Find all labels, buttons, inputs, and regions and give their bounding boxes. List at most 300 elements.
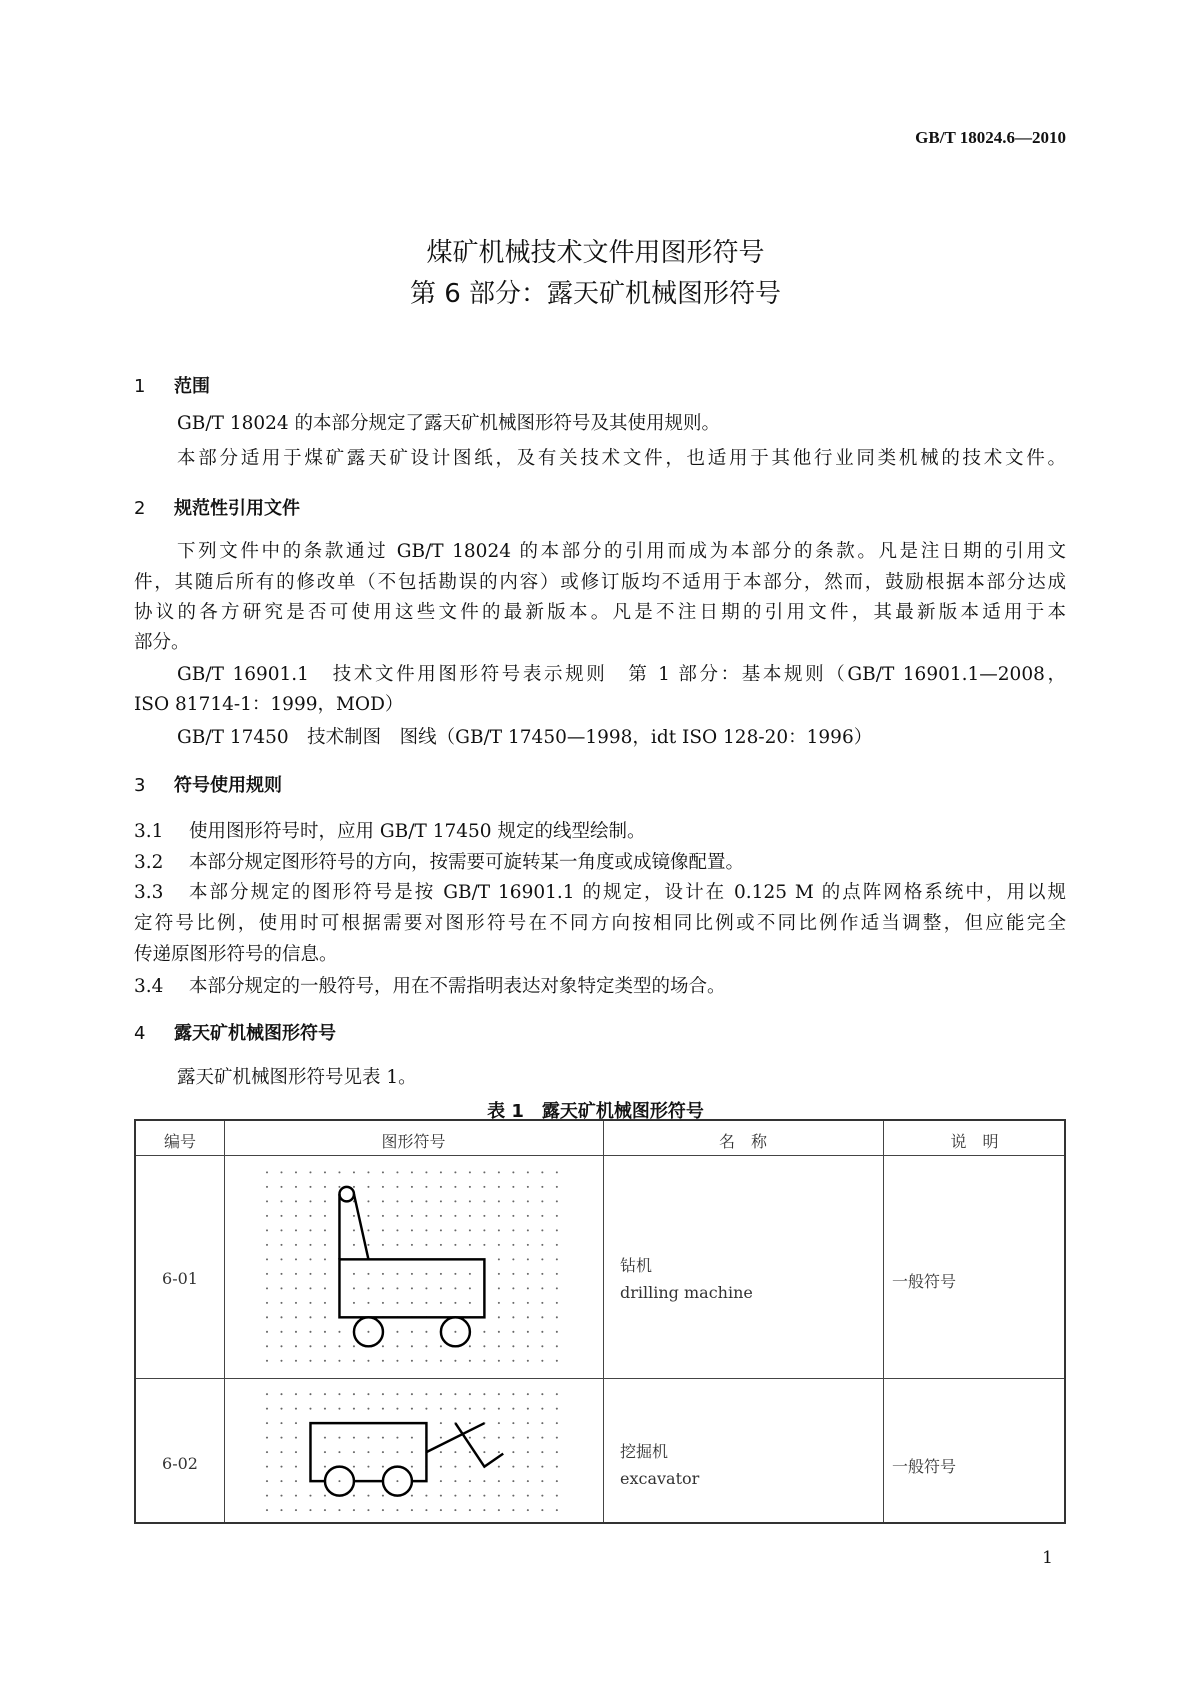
grid-dot xyxy=(280,1345,282,1347)
grid-dot xyxy=(367,1215,369,1217)
grid-dot xyxy=(280,1437,282,1439)
grid-dot xyxy=(440,1422,442,1424)
grid-dot xyxy=(266,1393,268,1395)
grid-dot xyxy=(469,1495,471,1497)
grid-dot xyxy=(411,1229,413,1231)
grid-dot xyxy=(295,1200,297,1202)
grid-dot xyxy=(454,1171,456,1173)
grid-dot xyxy=(498,1215,500,1217)
grid-dot xyxy=(483,1360,485,1362)
grid-dot xyxy=(469,1302,471,1304)
grid-dot xyxy=(396,1345,398,1347)
grid-dot xyxy=(266,1171,268,1173)
grid-dot xyxy=(541,1200,543,1202)
grid-dot xyxy=(396,1360,398,1362)
grid-dot xyxy=(280,1215,282,1217)
grid-dot xyxy=(324,1258,326,1260)
grid-dot xyxy=(498,1331,500,1333)
grid-dot xyxy=(338,1408,340,1410)
grid-dot xyxy=(266,1509,268,1511)
grid-dot xyxy=(382,1393,384,1395)
grid-dot xyxy=(266,1360,268,1362)
grid-dot xyxy=(469,1451,471,1453)
grid-dot xyxy=(353,1466,355,1468)
paragraph-line: 件，其随后所有的修改单（不包括勘误的内容）或修订版均不适用于本部分，然而，鼓励根据本部分达成 xyxy=(134,572,1066,593)
dot-grid xyxy=(266,1171,558,1361)
grid-dot xyxy=(411,1451,413,1453)
grid-dot xyxy=(483,1451,485,1453)
paragraph-line: 协议的各方研究是否可使用这些文件的最新版本。凡是不注日期的引用文件，其最新版本适用于本 xyxy=(134,602,1066,623)
grid-dot xyxy=(382,1360,384,1362)
grid-dot xyxy=(512,1360,514,1362)
grid-dot xyxy=(396,1393,398,1395)
grid-dot xyxy=(338,1437,340,1439)
grid-dot xyxy=(454,1287,456,1289)
grid-dot xyxy=(440,1287,442,1289)
grid-dot xyxy=(512,1171,514,1173)
grid-dot xyxy=(541,1422,543,1424)
grid-dot xyxy=(396,1215,398,1217)
header-name: 名 称 xyxy=(718,1132,767,1151)
grid-dot xyxy=(483,1509,485,1511)
paragraph-line: 本部分适用于煤矿露天矿设计图纸，及有关技术文件，也适用于其他行业同类机械的技术文件。 xyxy=(177,448,1066,469)
grid-dot xyxy=(382,1345,384,1347)
grid-dot xyxy=(512,1229,514,1231)
grid-dot xyxy=(266,1287,268,1289)
grid-dot xyxy=(498,1437,500,1439)
grid-dot xyxy=(541,1408,543,1410)
grid-dot xyxy=(295,1244,297,1246)
grid-dot xyxy=(498,1258,500,1260)
grid-dot xyxy=(512,1244,514,1246)
grid-dot xyxy=(483,1186,485,1188)
grid-dot xyxy=(280,1287,282,1289)
grid-dot xyxy=(483,1331,485,1333)
grid-dot xyxy=(309,1316,311,1318)
grid-dot xyxy=(353,1244,355,1246)
grid-dot xyxy=(498,1509,500,1511)
grid-dot xyxy=(309,1258,311,1260)
grid-dot xyxy=(338,1171,340,1173)
grid-dot xyxy=(556,1200,558,1202)
grid-dot xyxy=(338,1393,340,1395)
grid-dot xyxy=(541,1215,543,1217)
grid-dot xyxy=(382,1200,384,1202)
grid-dot xyxy=(498,1393,500,1395)
grid-dot xyxy=(440,1345,442,1347)
grid-dot xyxy=(396,1408,398,1410)
grid-dot xyxy=(396,1229,398,1231)
grid-dot xyxy=(295,1437,297,1439)
grid-dot xyxy=(498,1302,500,1304)
header-symbol: 图形符号 xyxy=(381,1132,446,1151)
grid-dot xyxy=(527,1393,529,1395)
grid-dot xyxy=(367,1186,369,1188)
grid-dot xyxy=(295,1495,297,1497)
grid-dot xyxy=(295,1258,297,1260)
grid-dot xyxy=(396,1244,398,1246)
grid-dot xyxy=(469,1345,471,1347)
grid-dot xyxy=(280,1509,282,1511)
grid-dot xyxy=(396,1186,398,1188)
row-note: 一般符号 xyxy=(892,1272,957,1291)
grid-dot xyxy=(454,1186,456,1188)
grid-dot xyxy=(440,1229,442,1231)
grid-dot xyxy=(324,1437,326,1439)
grid-dot xyxy=(440,1215,442,1217)
grid-dot xyxy=(367,1495,369,1497)
grid-dot xyxy=(396,1287,398,1289)
grid-dot xyxy=(440,1495,442,1497)
grid-dot xyxy=(512,1258,514,1260)
grid-dot xyxy=(411,1287,413,1289)
grid-dot xyxy=(425,1331,427,1333)
grid-dot xyxy=(556,1331,558,1333)
grid-dot xyxy=(556,1316,558,1318)
section-3-heading: 3 符号使用规则 xyxy=(134,775,282,796)
grid-dot xyxy=(266,1186,268,1188)
grid-dot xyxy=(338,1480,340,1482)
grid-dot xyxy=(295,1302,297,1304)
grid-dot xyxy=(425,1408,427,1410)
grid-dot xyxy=(556,1287,558,1289)
grid-dot xyxy=(396,1509,398,1511)
grid-dot xyxy=(367,1451,369,1453)
grid-dot xyxy=(309,1331,311,1333)
grid-dot xyxy=(527,1408,529,1410)
grid-dot xyxy=(266,1495,268,1497)
grid-dot xyxy=(353,1408,355,1410)
grid-dot xyxy=(324,1287,326,1289)
grid-dot xyxy=(382,1408,384,1410)
grid-dot xyxy=(353,1186,355,1188)
grid-dot xyxy=(280,1258,282,1260)
grid-dot xyxy=(556,1229,558,1231)
grid-dot xyxy=(512,1186,514,1188)
grid-dot xyxy=(295,1422,297,1424)
grid-dot xyxy=(440,1451,442,1453)
grid-dot xyxy=(411,1408,413,1410)
grid-dot xyxy=(454,1480,456,1482)
grid-dot xyxy=(324,1393,326,1395)
grid-dot xyxy=(266,1229,268,1231)
grid-dot xyxy=(425,1229,427,1231)
grid-dot xyxy=(309,1215,311,1217)
clause-3-1: 3.1 使用图形符号时，应用 GB/T 17450 规定的线型绘制。 xyxy=(134,821,646,842)
grid-dot xyxy=(498,1495,500,1497)
grid-dot xyxy=(527,1480,529,1482)
grid-dot xyxy=(541,1466,543,1468)
grid-dot xyxy=(541,1186,543,1188)
grid-dot xyxy=(527,1287,529,1289)
table-caption: 表 1 露天矿机械图形符号 xyxy=(487,1101,704,1122)
clause-3-4: 3.4 本部分规定的一般符号，用在不需指明表达对象特定类型的场合。 xyxy=(134,976,726,997)
grid-dot xyxy=(541,1509,543,1511)
grid-dot xyxy=(454,1200,456,1202)
grid-dot xyxy=(338,1451,340,1453)
paragraph-line: 下列文件中的条款通过 GB/T 18024 的本部分的引用而成为本部分的条款。凡是注日期的引用文 xyxy=(177,541,1066,562)
grid-dot xyxy=(556,1345,558,1347)
grid-dot xyxy=(411,1186,413,1188)
grid-dot xyxy=(498,1200,500,1202)
section-2-heading: 2 规范性引用文件 xyxy=(134,498,300,519)
grid-dot xyxy=(309,1244,311,1246)
grid-dot xyxy=(556,1273,558,1275)
grid-dot xyxy=(295,1273,297,1275)
grid-dot xyxy=(527,1215,529,1217)
grid-dot xyxy=(367,1287,369,1289)
grid-dot xyxy=(266,1316,268,1318)
reference-item: GB/T 17450 技术制图 图线（GB/T 17450—1998，idt ISO 128-20：1996） xyxy=(177,727,873,748)
paragraph-line: GB/T 18024 的本部分规定了露天矿机械图形符号及其使用规则。 xyxy=(177,413,721,434)
clause-3-2: 3.2 本部分规定图形符号的方向，按需要可旋转某一角度或成镜像配置。 xyxy=(134,852,745,873)
grid-dot xyxy=(498,1422,500,1424)
grid-dot xyxy=(353,1509,355,1511)
grid-dot xyxy=(382,1229,384,1231)
grid-dot xyxy=(295,1480,297,1482)
standard-number: GB/T 18024.6—2010 xyxy=(915,128,1066,147)
grid-dot xyxy=(512,1495,514,1497)
grid-dot xyxy=(309,1229,311,1231)
grid-dot xyxy=(324,1316,326,1318)
row-name-cn: 钻机 xyxy=(620,1256,653,1275)
grid-dot xyxy=(266,1302,268,1304)
mast-right xyxy=(354,1194,368,1259)
grid-dot xyxy=(266,1345,268,1347)
grid-dot xyxy=(440,1408,442,1410)
grid-dot xyxy=(556,1244,558,1246)
grid-dot xyxy=(411,1273,413,1275)
grid-dot xyxy=(541,1495,543,1497)
clause-3-3-line: 定符号比例，使用时可根据需要对图形符号在不同方向按相同比例或不同比例作适当调整，但应能完全 xyxy=(134,913,1066,934)
grid-dot xyxy=(498,1408,500,1410)
grid-dot xyxy=(425,1509,427,1511)
grid-dot xyxy=(280,1495,282,1497)
grid-dot xyxy=(280,1171,282,1173)
bucket-arm xyxy=(455,1423,503,1466)
grid-dot xyxy=(295,1509,297,1511)
row-name-en: drilling machine xyxy=(620,1283,753,1302)
grid-dot xyxy=(512,1466,514,1468)
grid-dot xyxy=(541,1451,543,1453)
row-code: 6-01 xyxy=(162,1269,198,1288)
grid-dot xyxy=(541,1273,543,1275)
clause-3-3-line: 传递原图形符号的信息。 xyxy=(134,944,338,965)
grid-dot xyxy=(512,1345,514,1347)
grid-dot xyxy=(454,1393,456,1395)
grid-dot xyxy=(353,1437,355,1439)
grid-dot xyxy=(425,1345,427,1347)
grid-dot xyxy=(411,1393,413,1395)
grid-dot xyxy=(396,1302,398,1304)
grid-dot xyxy=(280,1451,282,1453)
row-name-cn: 挖掘机 xyxy=(620,1442,669,1461)
grid-dot xyxy=(367,1331,369,1333)
grid-dot xyxy=(324,1200,326,1202)
grid-dot xyxy=(295,1345,297,1347)
grid-dot xyxy=(295,1171,297,1173)
grid-dot xyxy=(280,1200,282,1202)
grid-dot xyxy=(396,1437,398,1439)
grid-dot xyxy=(483,1215,485,1217)
grid-dot xyxy=(338,1360,340,1362)
grid-dot xyxy=(527,1244,529,1246)
grid-dot xyxy=(527,1302,529,1304)
grid-dot xyxy=(324,1273,326,1275)
grid-dot xyxy=(382,1495,384,1497)
grid-dot xyxy=(367,1229,369,1231)
grid-dot xyxy=(527,1437,529,1439)
grid-dot xyxy=(541,1316,543,1318)
grid-dot xyxy=(411,1200,413,1202)
grid-dot xyxy=(295,1186,297,1188)
grid-dot xyxy=(280,1229,282,1231)
grid-dot xyxy=(527,1200,529,1202)
grid-dot xyxy=(266,1331,268,1333)
grid-dot xyxy=(353,1302,355,1304)
grid-dot xyxy=(309,1509,311,1511)
grid-dot xyxy=(469,1186,471,1188)
grid-dot xyxy=(280,1360,282,1362)
row-code: 6-02 xyxy=(162,1454,198,1473)
grid-dot xyxy=(353,1345,355,1347)
grid-dot xyxy=(469,1171,471,1173)
grid-dot xyxy=(266,1244,268,1246)
grid-dot xyxy=(556,1422,558,1424)
grid-dot xyxy=(367,1273,369,1275)
grid-dot xyxy=(309,1186,311,1188)
grid-dot xyxy=(353,1171,355,1173)
mast-pulley xyxy=(339,1187,353,1201)
grid-dot xyxy=(425,1360,427,1362)
grid-dot xyxy=(324,1229,326,1231)
grid-dot xyxy=(440,1393,442,1395)
grid-dot xyxy=(396,1171,398,1173)
grid-dot xyxy=(440,1244,442,1246)
grid-dot xyxy=(498,1451,500,1453)
grid-dot xyxy=(309,1495,311,1497)
grid-dot xyxy=(469,1215,471,1217)
grid-dot xyxy=(396,1480,398,1482)
grid-dot xyxy=(280,1316,282,1318)
grid-dot xyxy=(469,1408,471,1410)
grid-dot xyxy=(440,1480,442,1482)
grid-dot xyxy=(512,1287,514,1289)
grid-dot xyxy=(295,1466,297,1468)
document-subtitle: 第 6 部分：露天矿机械图形符号 xyxy=(409,279,782,309)
grid-dot xyxy=(295,1451,297,1453)
grid-dot xyxy=(512,1509,514,1511)
grid-dot xyxy=(411,1360,413,1362)
grid-dot xyxy=(498,1345,500,1347)
grid-dot xyxy=(280,1466,282,1468)
grid-dot xyxy=(454,1451,456,1453)
grid-dot xyxy=(266,1451,268,1453)
grid-dot xyxy=(440,1171,442,1173)
grid-dot xyxy=(512,1316,514,1318)
grid-dot xyxy=(498,1186,500,1188)
grid-dot xyxy=(382,1273,384,1275)
grid-dot xyxy=(382,1451,384,1453)
grid-dot xyxy=(324,1360,326,1362)
grid-dot xyxy=(411,1171,413,1173)
grid-dot xyxy=(469,1422,471,1424)
grid-dot xyxy=(512,1302,514,1304)
grid-dot xyxy=(512,1273,514,1275)
excavator-symbol xyxy=(267,1394,567,1519)
grid-dot xyxy=(266,1258,268,1260)
grid-dot xyxy=(309,1408,311,1410)
grid-dot xyxy=(367,1171,369,1173)
grid-dot xyxy=(411,1302,413,1304)
grid-dot xyxy=(454,1229,456,1231)
paragraph-line: 露天矿机械图形符号见表 1。 xyxy=(177,1067,417,1088)
grid-dot xyxy=(280,1273,282,1275)
grid-dot xyxy=(527,1331,529,1333)
grid-dot xyxy=(527,1229,529,1231)
grid-dot xyxy=(324,1186,326,1188)
grid-dot xyxy=(425,1244,427,1246)
grid-dot xyxy=(411,1509,413,1511)
grid-dot xyxy=(425,1302,427,1304)
grid-dot xyxy=(382,1466,384,1468)
grid-dot xyxy=(367,1360,369,1362)
grid-dot xyxy=(556,1258,558,1260)
grid-dot xyxy=(353,1495,355,1497)
grid-dot xyxy=(527,1451,529,1453)
grid-dot xyxy=(338,1345,340,1347)
grid-dot xyxy=(454,1360,456,1362)
grid-dot xyxy=(382,1302,384,1304)
grid-dot xyxy=(512,1422,514,1424)
grid-dot xyxy=(469,1229,471,1231)
clause-3-3-line: 本部分规定的图形符号是按 GB/T 16901.1 的规定，设计在 0.125 M 的点阵网格系统中，用以规 xyxy=(189,882,1066,903)
grid-dot xyxy=(512,1200,514,1202)
grid-dot xyxy=(309,1287,311,1289)
grid-dot xyxy=(353,1360,355,1362)
grid-dot xyxy=(483,1480,485,1482)
grid-dot xyxy=(324,1451,326,1453)
grid-dot xyxy=(469,1244,471,1246)
grid-dot xyxy=(541,1437,543,1439)
grid-dot xyxy=(541,1244,543,1246)
grid-dot xyxy=(498,1360,500,1362)
grid-dot xyxy=(527,1273,529,1275)
grid-dot xyxy=(425,1273,427,1275)
grid-dot xyxy=(309,1345,311,1347)
grid-dot xyxy=(324,1408,326,1410)
grid-dot xyxy=(411,1495,413,1497)
grid-dot xyxy=(498,1316,500,1318)
grid-dot xyxy=(440,1437,442,1439)
grid-dot xyxy=(556,1186,558,1188)
header-code: 编号 xyxy=(163,1132,196,1151)
grid-dot xyxy=(425,1200,427,1202)
grid-dot xyxy=(440,1466,442,1468)
grid-dot xyxy=(541,1302,543,1304)
grid-dot xyxy=(527,1360,529,1362)
grid-dot xyxy=(295,1229,297,1231)
grid-dot xyxy=(527,1495,529,1497)
grid-dot xyxy=(266,1273,268,1275)
grid-dot xyxy=(512,1451,514,1453)
grid-dot xyxy=(469,1200,471,1202)
grid-dot xyxy=(266,1480,268,1482)
grid-dot xyxy=(498,1229,500,1231)
grid-dot xyxy=(440,1273,442,1275)
grid-dot xyxy=(512,1215,514,1217)
grid-dot xyxy=(483,1171,485,1173)
